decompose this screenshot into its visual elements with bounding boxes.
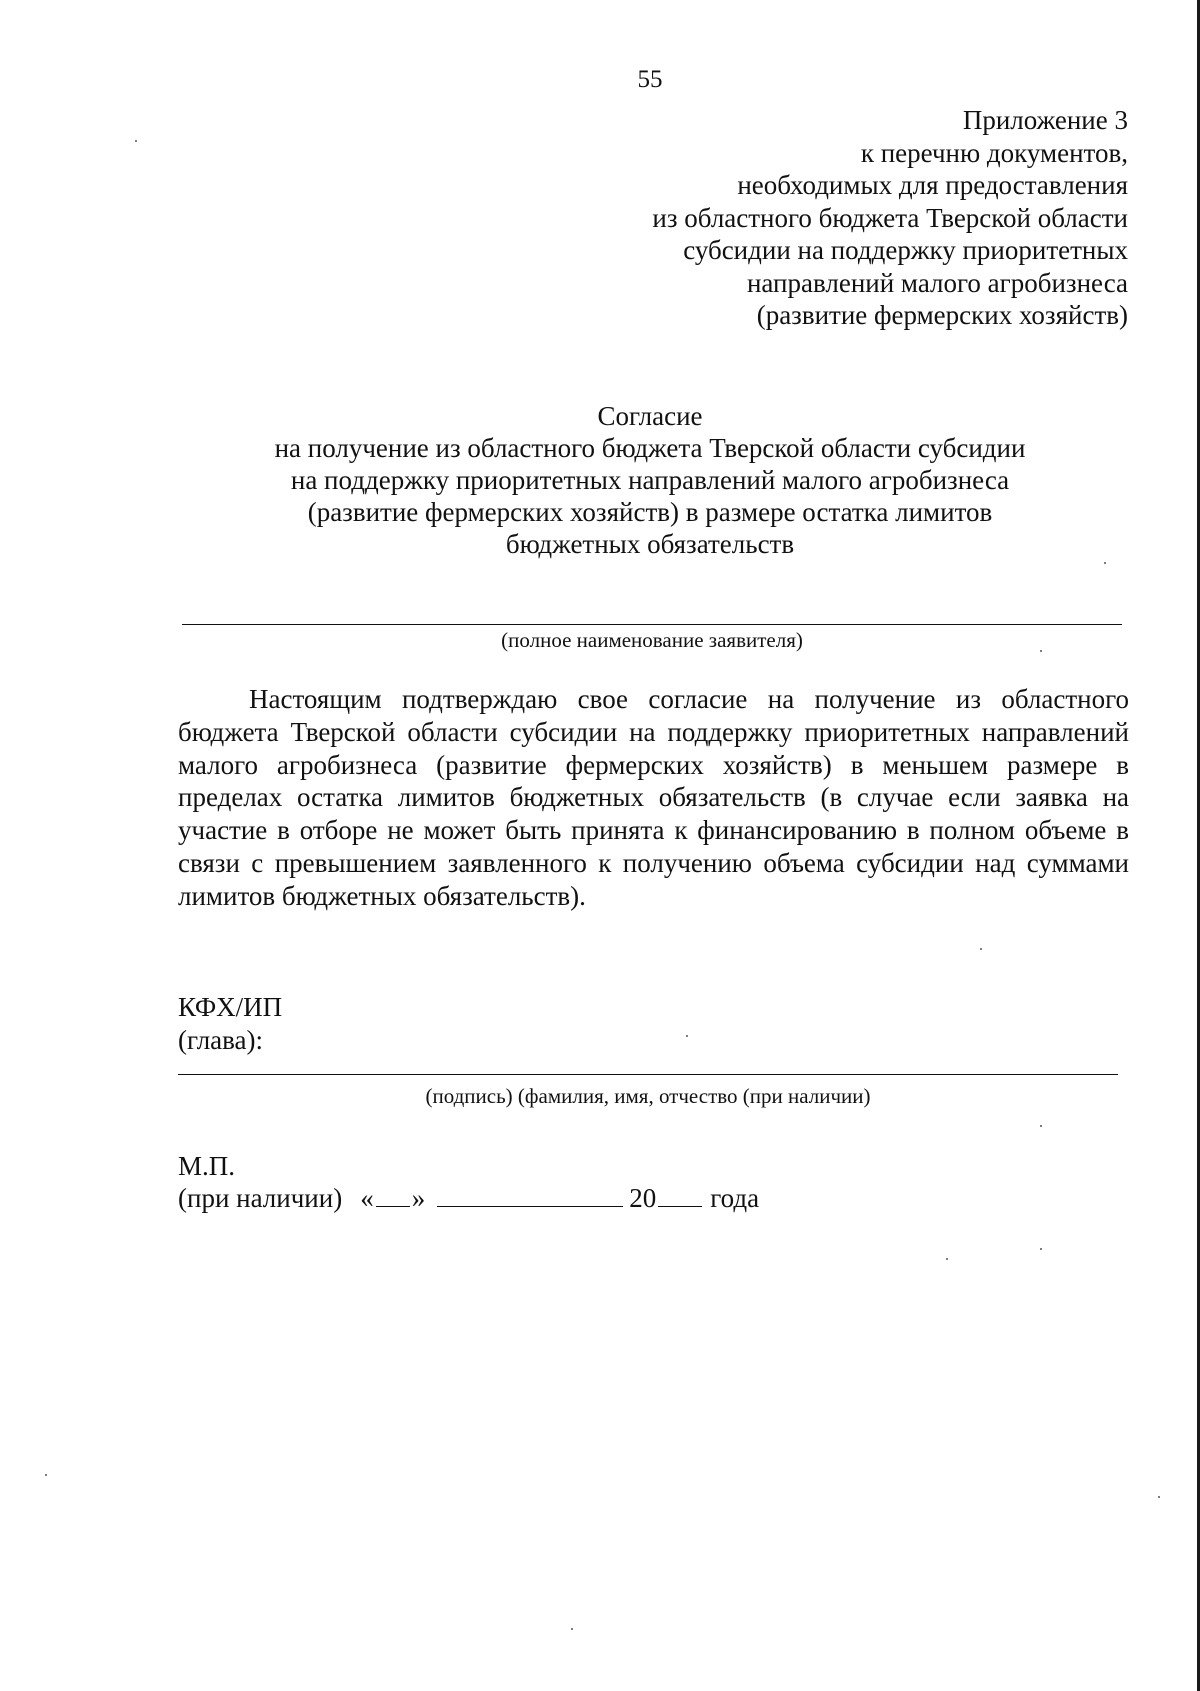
scan-speck bbox=[980, 948, 982, 950]
quote-open: « bbox=[360, 1183, 374, 1213]
year-suffix: года bbox=[710, 1183, 760, 1213]
title-line: (развитие фермерских хозяйств) в размере остатка лимитов bbox=[307, 497, 993, 527]
appendix-line: необходимых для предоставления bbox=[737, 170, 1128, 200]
title-line: бюджетных обязательств bbox=[505, 529, 795, 559]
appendix-line: Приложение 3 bbox=[962, 105, 1128, 135]
appendix-header bbox=[560, 104, 1128, 332]
signatory-line1: КФХ/ИП bbox=[178, 992, 283, 1022]
title-line: на получение из областного бюджета Тверской области субсидии bbox=[274, 433, 1026, 463]
document-title bbox=[180, 400, 1120, 560]
appendix-line: из областного бюджета Тверской области bbox=[652, 202, 1128, 233]
applicant-name-line[interactable] bbox=[182, 624, 1122, 625]
scan-speck bbox=[135, 140, 137, 142]
applicant-caption: (полное наименование заявителя) bbox=[501, 628, 803, 652]
consent-paragraph: Настоящим подтверждаю свое согласие на получение из областного бюджета Тверской области субсидии на поддержку приоритетных направлений малого агробизнеса (развитие фермерских хозяйств) в меньшем размере в пределах остатка лимитов бюджетных обязательств (в случае если заявка на участие в отборе не может быть принята к финансированию в полном объеме в связи с превышением заявленного к получению объема субсидии над суммами лимитов бюджетных обязательств). bbox=[178, 684, 1129, 911]
signatory-line2: (глава): bbox=[178, 1025, 264, 1055]
title-line: на поддержку приоритетных направлений малого агробизнеса bbox=[290, 465, 1010, 495]
appendix-line: к перечню документов, bbox=[860, 137, 1128, 168]
stamp-note: (при наличии) bbox=[178, 1183, 343, 1213]
scan-speck bbox=[571, 1628, 573, 1630]
month-blank[interactable] bbox=[437, 1184, 623, 1207]
scan-speck bbox=[1040, 1248, 1042, 1250]
scan-speck bbox=[1158, 1496, 1160, 1498]
appendix-line: субсидии на поддержку приоритетных bbox=[683, 235, 1128, 265]
date-line bbox=[178, 1182, 759, 1214]
scan-speck bbox=[1104, 562, 1106, 564]
quote-close: » bbox=[411, 1183, 426, 1213]
scan-speck bbox=[45, 1474, 47, 1476]
day-blank[interactable] bbox=[376, 1184, 410, 1207]
signature-line[interactable] bbox=[178, 1074, 1118, 1075]
scan-speck bbox=[686, 1035, 688, 1037]
scan-speck bbox=[1040, 650, 1042, 652]
appendix-line: направлений малого агробизнеса bbox=[746, 267, 1128, 298]
scan-speck bbox=[946, 1258, 948, 1260]
stamp-date-block bbox=[178, 1150, 759, 1214]
scan-speck bbox=[1040, 1125, 1042, 1127]
stamp-label: М.П. bbox=[178, 1151, 236, 1181]
page-number: 55 bbox=[637, 66, 663, 93]
year-prefix: 20 bbox=[629, 1183, 657, 1213]
signatory-block bbox=[178, 991, 282, 1057]
year-blank[interactable] bbox=[658, 1184, 702, 1207]
appendix-line: (развитие фермерских хозяйств) bbox=[756, 300, 1128, 330]
signature-caption: (подпись) (фамилия, имя, отчество (при наличии) bbox=[425, 1084, 871, 1108]
title-line: Согласие bbox=[597, 401, 703, 431]
